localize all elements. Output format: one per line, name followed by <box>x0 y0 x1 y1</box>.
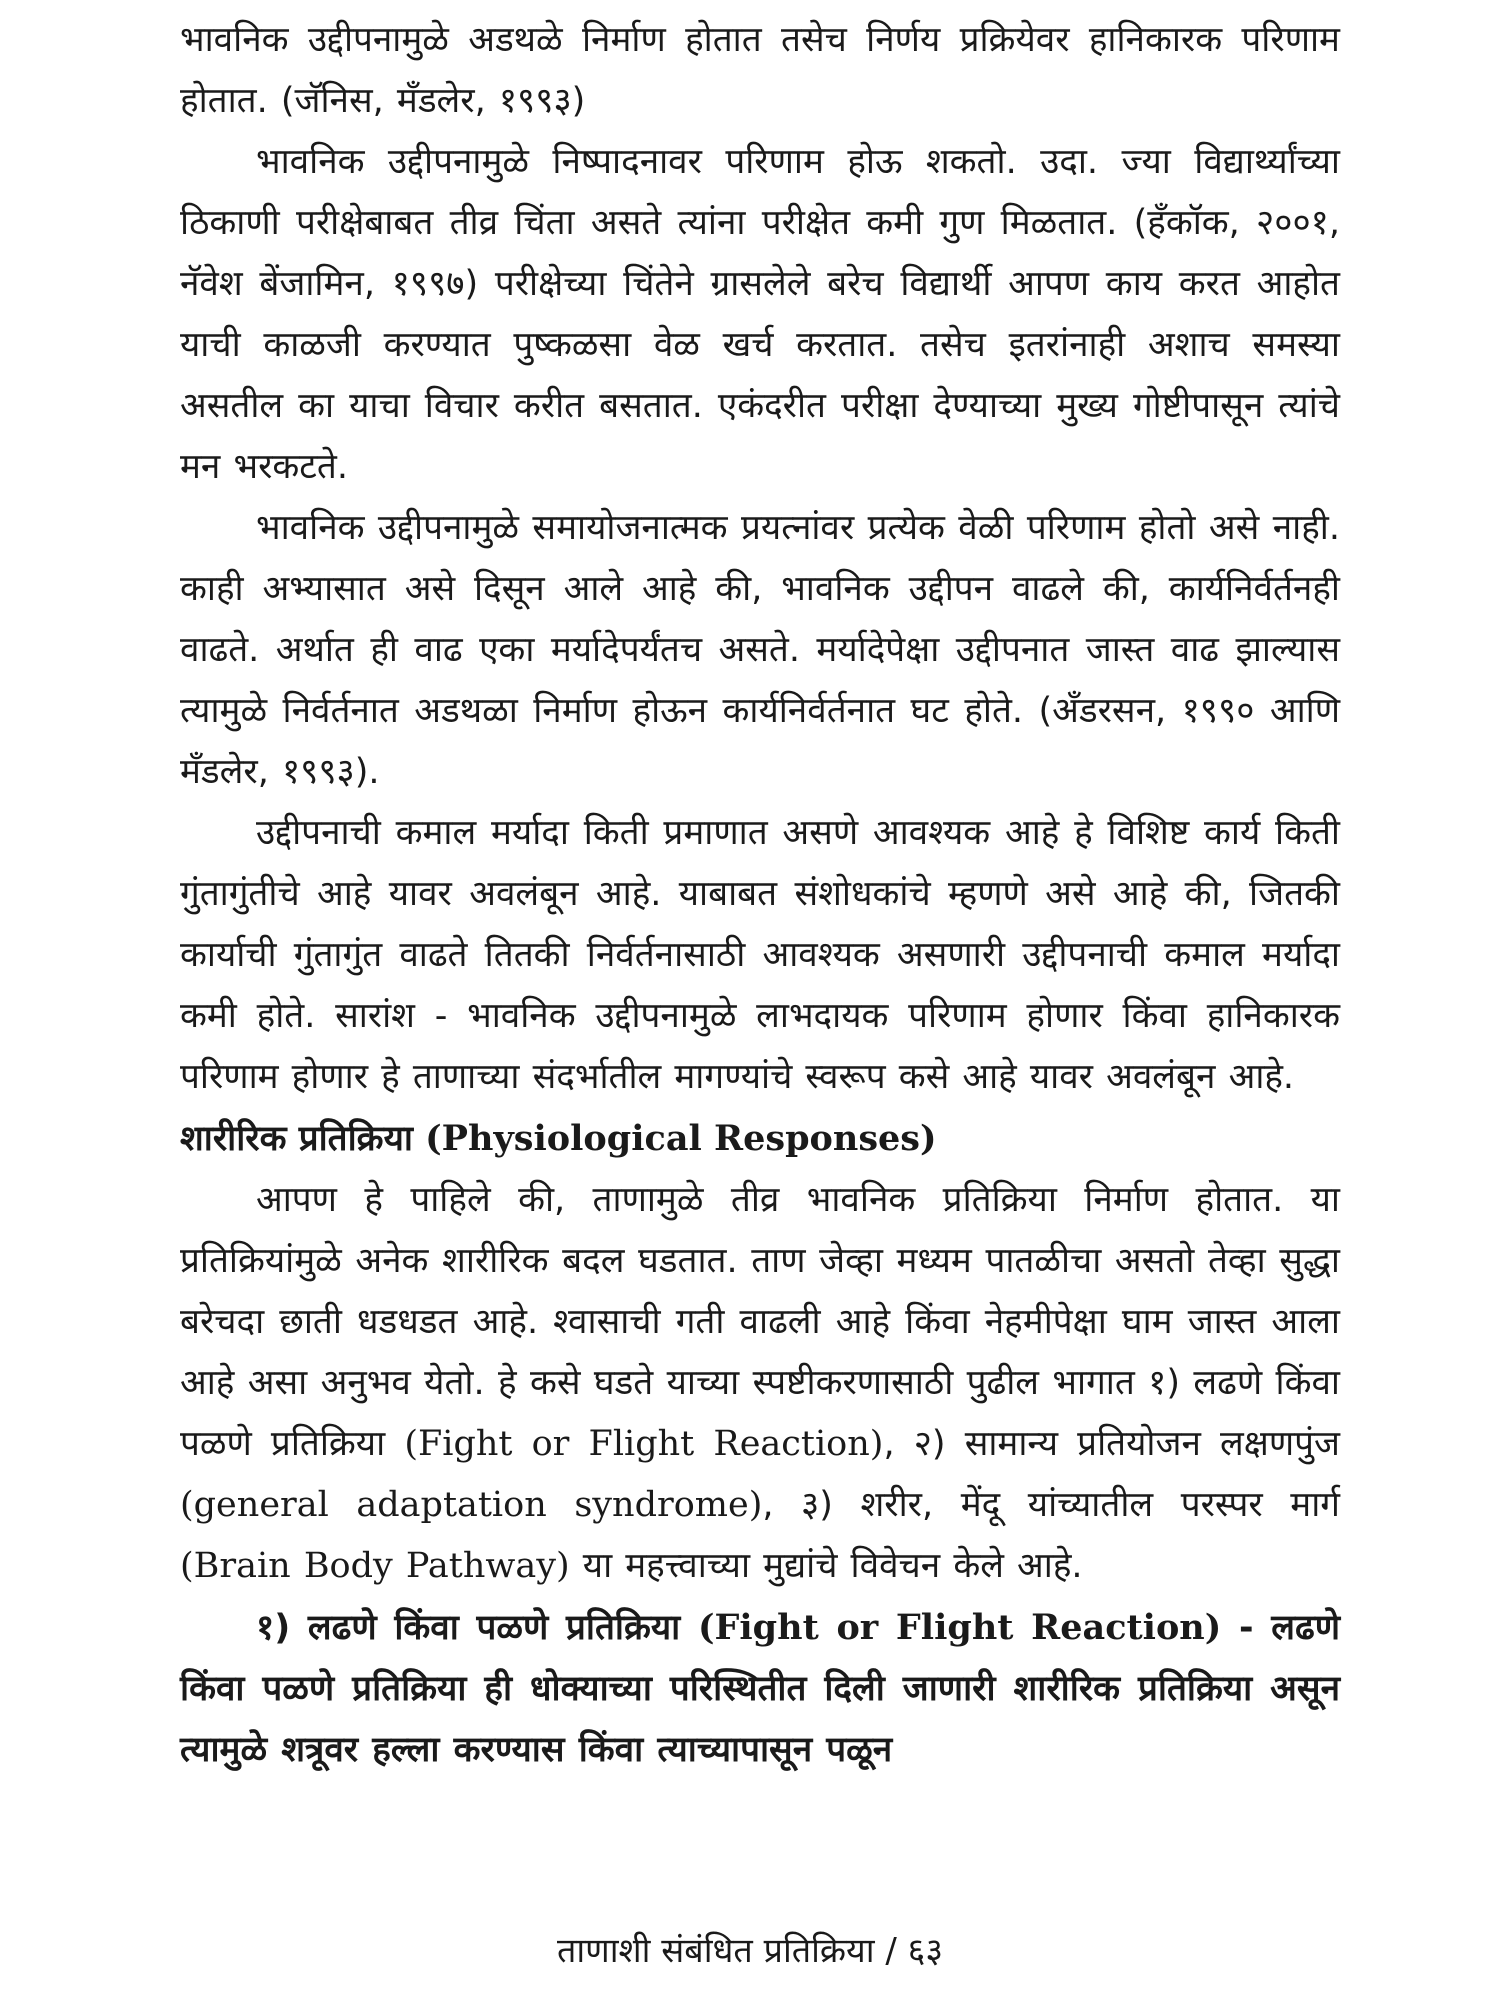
physio-text-part-4: या महत्त्वाच्या मुद्यांचे विवेचन केले आहे. <box>569 1546 1083 1586</box>
page-footer: ताणाशी संबंधित प्रतिक्रिया / ६३ <box>556 1931 943 1971</box>
fight-flight-english: (Fight or Flight Reaction) <box>697 1607 1222 1648</box>
heading-english: (Physiological Responses) <box>425 1118 937 1159</box>
section-heading-physiological-responses <box>180 1108 1340 1170</box>
paragraph-performance-effects: भावनिक उद्दीपनामुळे निष्पादनावर परिणाम होऊ शकतो. उदा. ज्या विद्यार्थ्यांच्या ठिकाणी परीक्षेबाबत तीव्र चिंता असते त्यांना परीक्षेत कमी गुण मिळतात. (हँकॉक, २००१, नॅवेश बेंजामिन, १९९७) परीक्षेच्या चिंतेने ग्रासलेले बरेच विद्यार्थी आपण काय करत आहोत याची काळजी करण्यात पुष्कळसा वेळ खर्च करतात. तसेच इतरांनाही अशाच समस्या असतील का याचा विचार करीत बसतात. एकंदरीत परीक्षा देण्याच्या मुख्य गोष्टीपासून त्यांचे मन भरकटते. <box>180 142 1340 487</box>
physio-text-part-3: , ३) शरीर, मेंदू यांच्यातील परस्पर मार्ग <box>762 1485 1340 1525</box>
physio-english-term-1: (Fight or Flight Reaction) <box>404 1424 884 1464</box>
paragraph-fight-or-flight <box>180 1597 1340 1781</box>
heading-devanagari: शारीरिक प्रतिक्रिया <box>180 1119 413 1159</box>
physio-english-term-2: (general adaptation syndrome) <box>180 1485 763 1525</box>
page-body <box>180 10 1340 1781</box>
physio-text-part-1: आपण हे पाहिले की, ताणामुळे तीव्र भावनिक प्रतिक्रिया निर्माण होतात. या प्रतिक्रियांमुळे अनेक शारीरिक बदल घडतात. ताण जेव्हा मध्यम पातळीचा असतो तेव्हा सुद्धा बरेचदा छाती धडधडत आहे. श्वासाची गती वाढली आहे किंवा नेहमीपेक्षा घाम जास्त आला आहे असा अनुभव येतो. हे कसे घडते याच्या स्पष्टीकरणासाठी पुढील भागात १) लढणे किंवा पळणे प्रतिक्रिया <box>180 1180 1340 1464</box>
paragraph-emotional-arousal-decisions: भावनिक उद्दीपनामुळे अडथळे निर्माण होतात तसेच निर्णय प्रक्रियेवर हानिकारक परिणाम होतात. (जॅनिस, मँडलेर, १९९३) <box>180 20 1340 121</box>
paragraph-physiological-changes <box>180 1170 1340 1597</box>
physio-english-term-3: (Brain Body Pathway) <box>180 1546 570 1586</box>
paragraph-arousal-limit: उद्दीपनाची कमाल मर्यादा किती प्रमाणात असणे आवश्यक आहे हे विशिष्ट कार्य किती गुंतागुंतीचे आहे यावर अवलंबून आहे. याबाबत संशोधकांचे म्हणणे असे आहे की, जितकी कार्याची गुंतागुंत वाढते तितकी निर्वर्तनासाठी आवश्यक असणारी उद्दीपनाची कमाल मर्यादा कमी होते. सारांश - भावनिक उद्दीपनामुळे लाभदायक परिणाम होणार किंवा हानिकारक परिणाम होणार हे ताणाच्या संदर्भातील मागण्यांचे स्वरूप कसे आहे यावर अवलंबून आहे. <box>180 813 1340 1097</box>
physio-text-part-2: , २) सामान्य प्रतियोजन लक्षणपुंज <box>883 1424 1340 1464</box>
paragraph-adjustment-efforts: भावनिक उद्दीपनामुळे समायोजनात्मक प्रयत्नांवर प्रत्येक वेळी परिणाम होतो असे नाही. काही अभ्यासात असे दिसून आले आहे की, भावनिक उद्दीपन वाढले की, कार्यनिर्वर्तनही वाढते. अर्थात ही वाढ एका मर्यादेपर्यंतच असते. मर्यादेपेक्षा उद्दीपनात जास्त वाढ झाल्यास त्यामुळे निर्वर्तनात अडथळा निर्माण होऊन कार्यनिर्वर्तनात घट होते. (अँडरसन, १९९० आणि मँडलेर, १९९३). <box>180 508 1340 792</box>
fight-flight-rest: - लढणे किंवा पळणे प्रतिक्रिया ही धोक्याच्या परिस्थितीत दिली जाणारी शारीरिक प्रतिक्रिया असून त्यामुळे शत्रूवर हल्ला करण्यास किंवा त्याच्यापासून पळून <box>180 1608 1340 1770</box>
fight-flight-lead: १) लढणे किंवा पळणे प्रतिक्रिया <box>256 1608 681 1648</box>
